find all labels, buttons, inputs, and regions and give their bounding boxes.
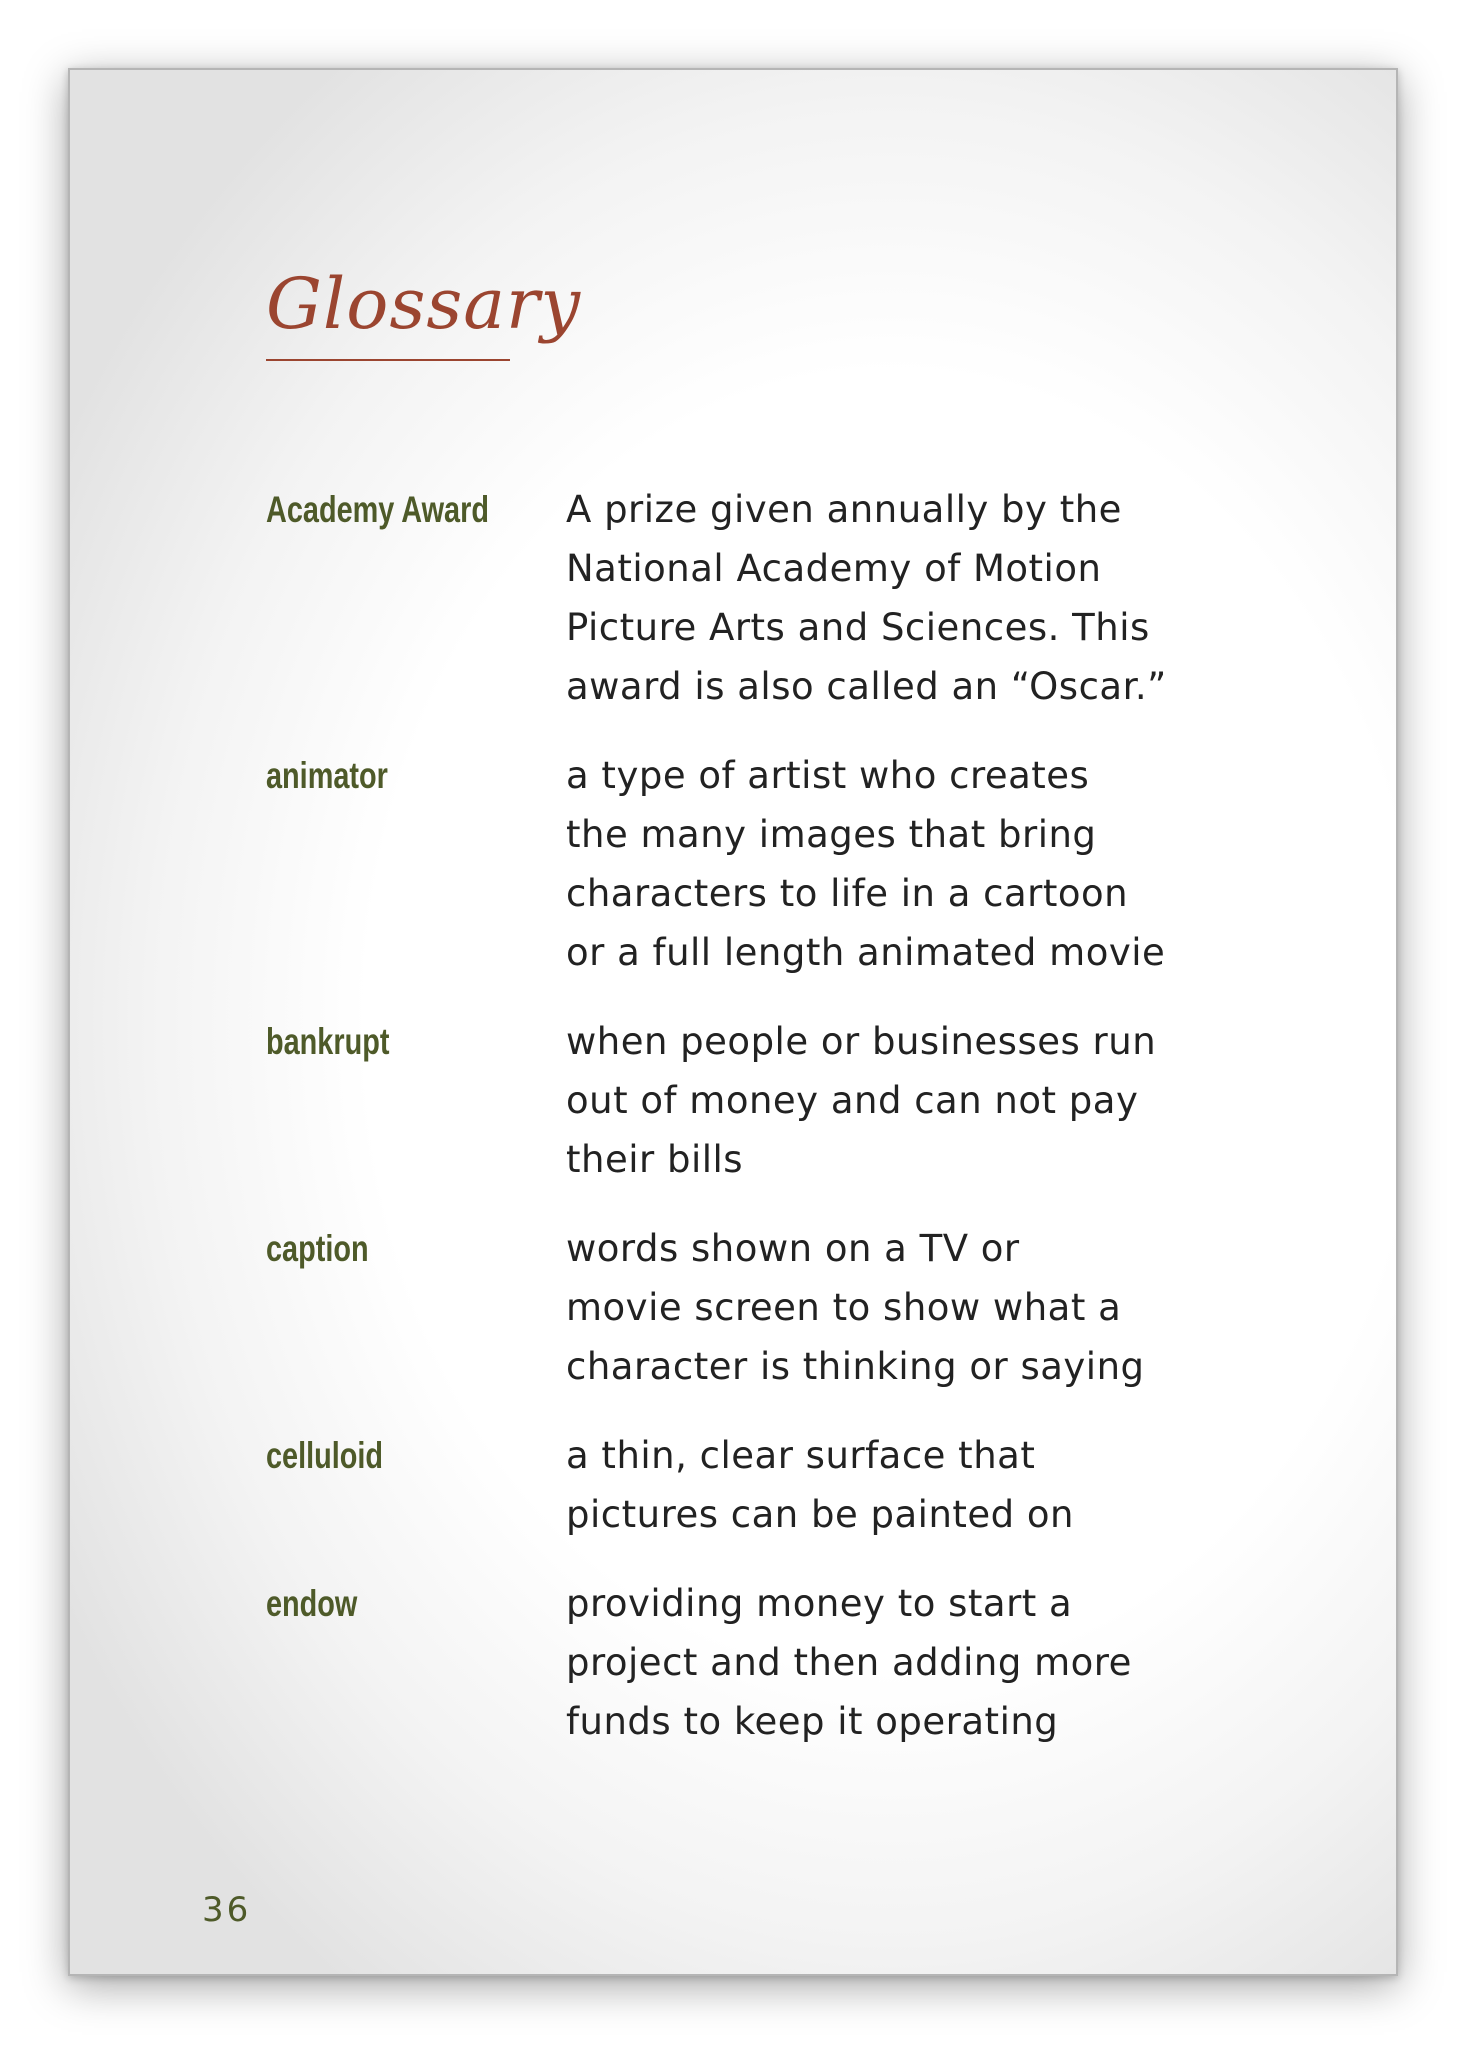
definition-line: character is thinking or saying (566, 1345, 1145, 1388)
glossary-term: endow (266, 1583, 358, 1624)
page-title: Glossary (266, 263, 582, 345)
definition-line: funds to keep it operating (566, 1700, 1059, 1743)
glossary-entry (266, 1219, 1266, 1396)
page-number: 36 (202, 1890, 252, 1930)
definition-line: pictures can be painted on (566, 1493, 1075, 1536)
definition-line: out of money and can not pay (566, 1079, 1139, 1122)
book-page (68, 68, 1398, 1976)
glossary-definition (566, 1426, 1186, 1544)
definition-line: movie screen to show what a (566, 1286, 1122, 1329)
definition-line: award is also called an “Oscar.” (566, 665, 1167, 708)
definition-line: A prize given annually by the (566, 488, 1122, 531)
glossary-definition (566, 1012, 1186, 1189)
glossary-definition (566, 1219, 1186, 1396)
glossary-entry (266, 746, 1266, 982)
title-underline (266, 359, 510, 361)
definition-line: a thin, clear surface that (566, 1434, 1036, 1477)
glossary-entry (266, 480, 1266, 716)
glossary-entry (266, 1012, 1266, 1189)
definition-line: Picture Arts and Sciences. This (566, 606, 1150, 649)
definition-line: a type of artist who creates (566, 754, 1090, 797)
glossary-term: caption (266, 1228, 369, 1269)
glossary-definition (566, 746, 1186, 982)
glossary-definition (566, 480, 1186, 716)
glossary-term: animator (266, 755, 388, 796)
definition-line: providing money to start a (566, 1582, 1073, 1625)
glossary-term: bankrupt (266, 1021, 390, 1062)
definition-line: their bills (566, 1138, 744, 1181)
glossary-term: celluloid (266, 1435, 384, 1476)
glossary-entry (266, 1426, 1266, 1544)
definition-line: project and then adding more (566, 1641, 1132, 1684)
glossary-term: Academy Award (266, 489, 489, 530)
definition-line: the many images that bring (566, 813, 1097, 856)
glossary-entry (266, 1574, 1266, 1751)
glossary-definition (566, 1574, 1186, 1751)
definition-line: when people or businesses run (566, 1020, 1157, 1063)
glossary-list (266, 480, 1266, 1781)
definition-line: National Academy of Motion (566, 547, 1102, 590)
definition-line: characters to life in a cartoon (566, 872, 1129, 915)
definition-line: words shown on a TV or (566, 1227, 1020, 1270)
definition-line: or a full length animated movie (566, 931, 1166, 974)
